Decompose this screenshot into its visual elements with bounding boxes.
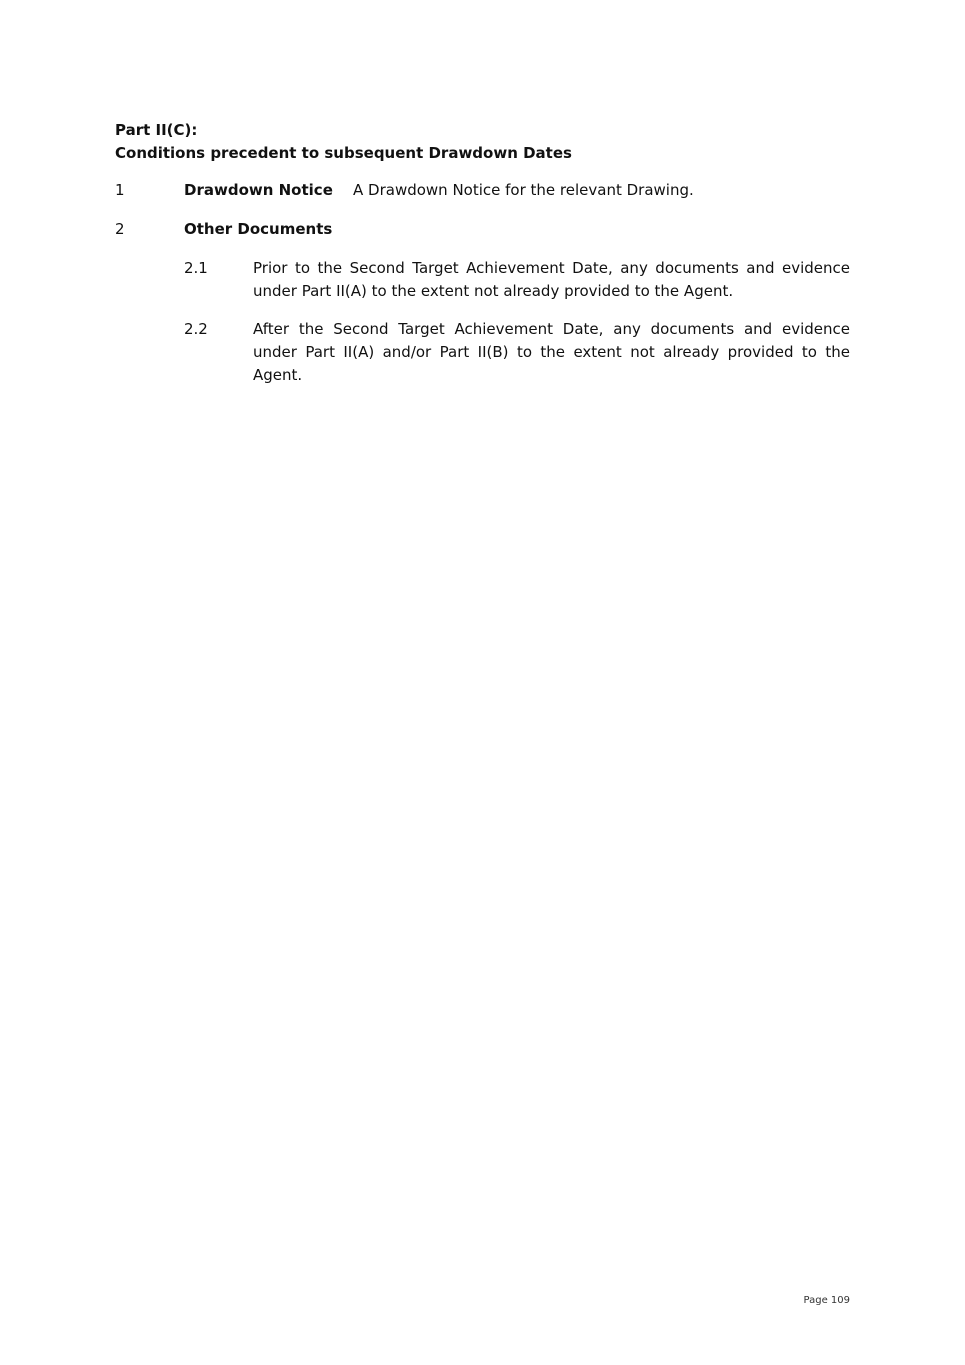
- item-number-2: 2: [115, 220, 125, 238]
- item-title-drawdown-notice: Drawdown Notice: [184, 181, 333, 199]
- item-title-other-documents: Other Documents: [184, 220, 333, 238]
- item-number-1: 1: [115, 181, 125, 199]
- section-heading: [115, 119, 572, 165]
- page-number: Page 109: [803, 1295, 850, 1306]
- subitem-number-2-1: 2.1: [184, 259, 208, 277]
- subitem-number-2-2: 2.2: [184, 320, 208, 338]
- item-text-drawdown-notice: A Drawdown Notice for the relevant Drawing.: [353, 181, 694, 199]
- subitem-text-2-2: After the Second Target Achievement Date, any documents and evidence under Part II(A) and/or Part II(B) to the extent not already provided to the Agent.: [253, 320, 850, 384]
- subitem-text-2-1: Prior to the Second Target Achievement Date, any documents and evidence under Part II(A) to the extent not already provided to the Agent.: [253, 259, 850, 300]
- section-heading-title: Conditions precedent to subsequent Drawdown Dates: [115, 144, 572, 162]
- section-heading-part: Part II(C):: [115, 121, 198, 139]
